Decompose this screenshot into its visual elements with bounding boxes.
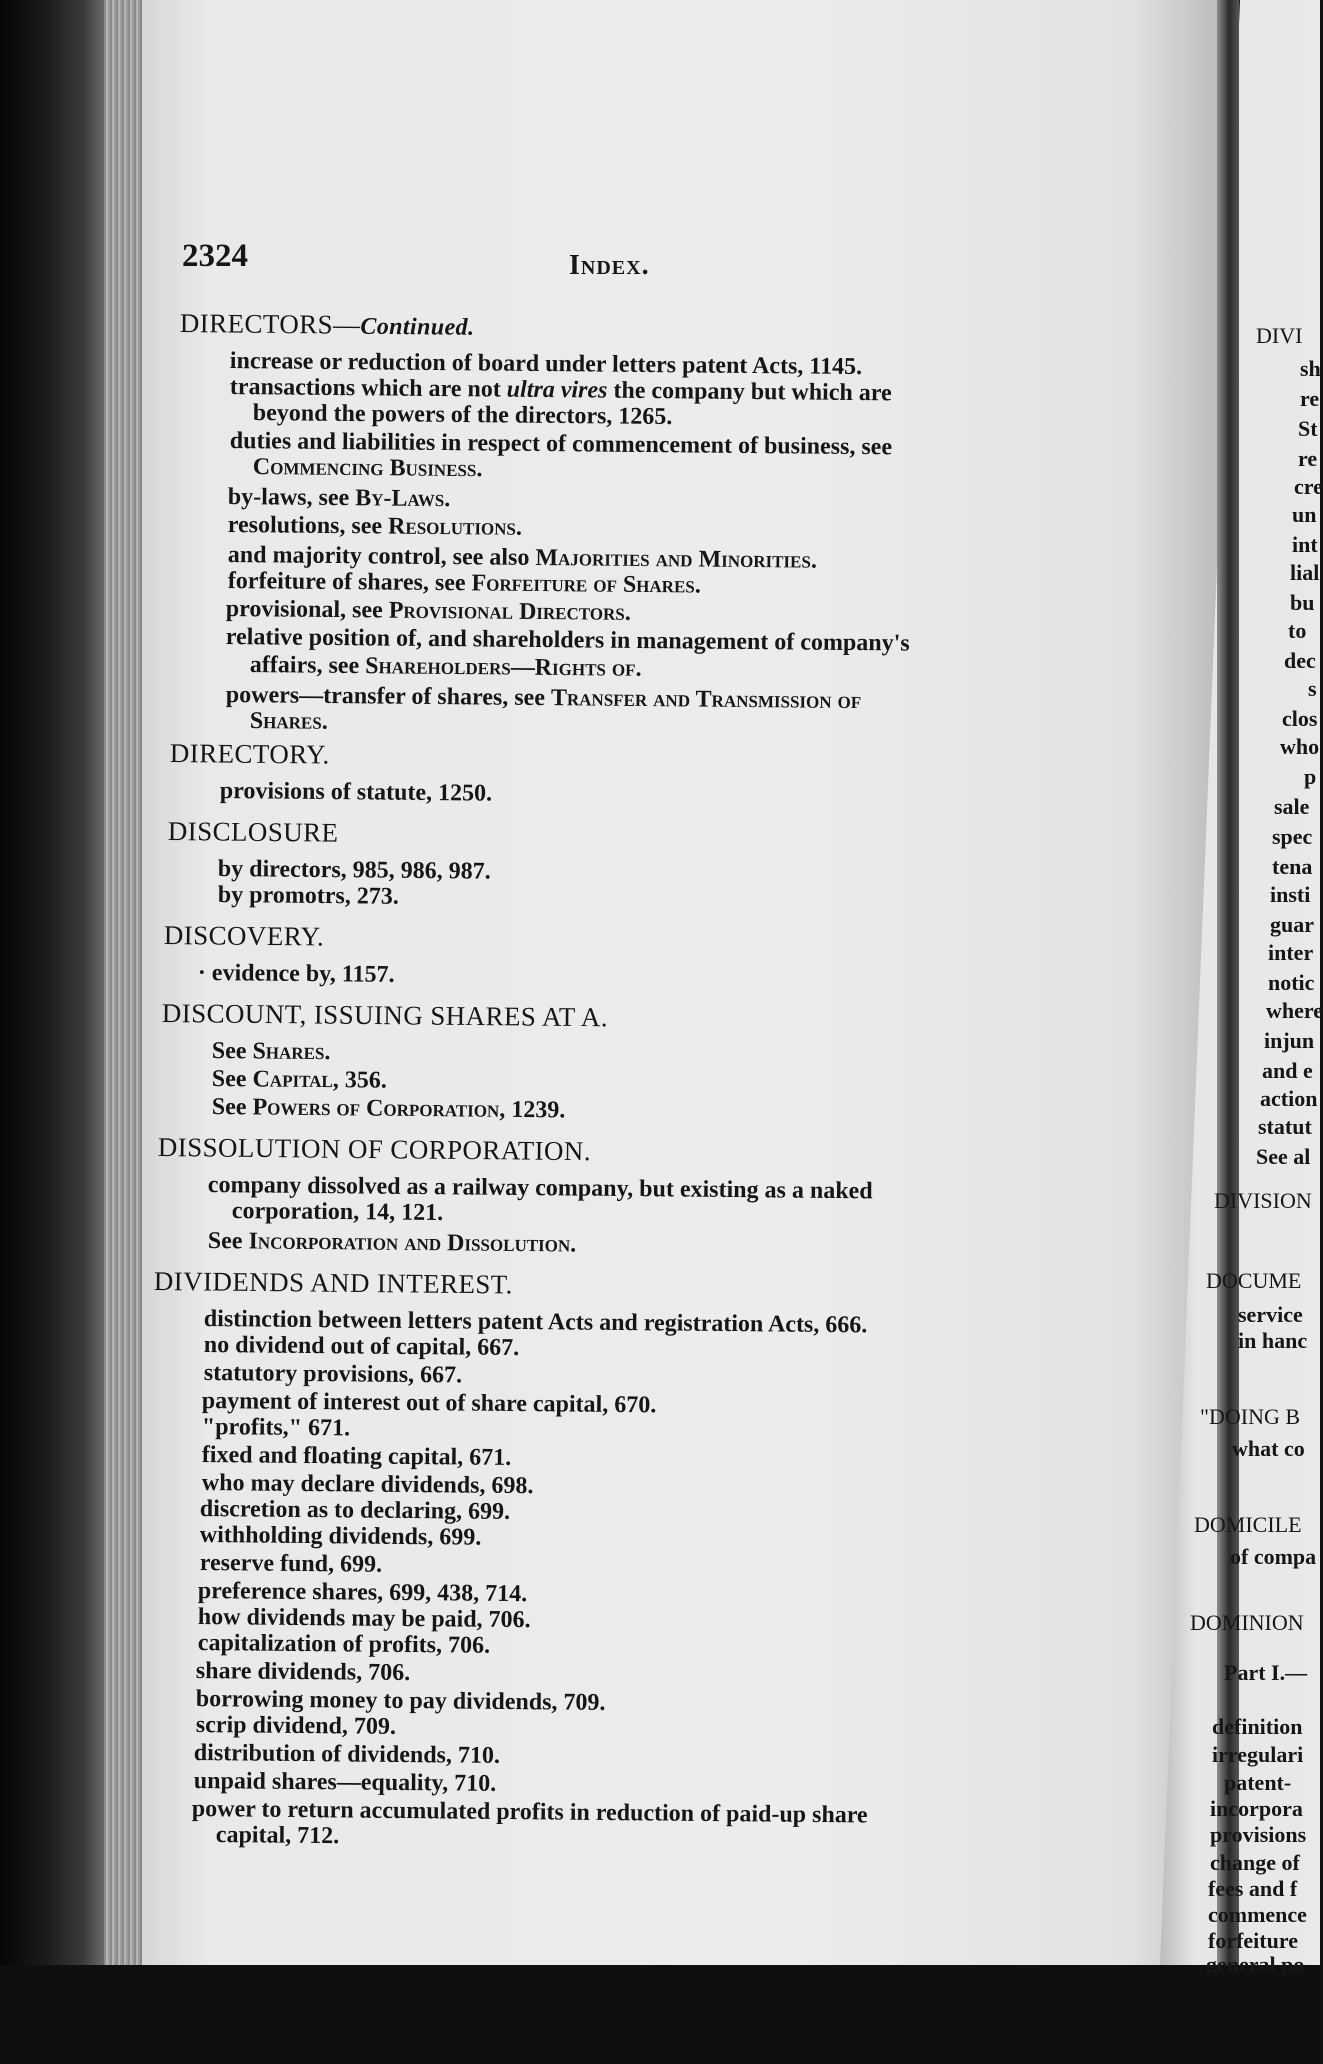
- index-line: reserve fund, 699.: [199, 1550, 383, 1578]
- right-page-fragment: sale: [1274, 794, 1310, 819]
- right-page-fragment: re: [1300, 386, 1320, 411]
- right-page-fragment: un: [1292, 502, 1317, 527]
- index-heading: DISCOUNT, ISSUING SHARES AT A.: [161, 998, 609, 1033]
- index-line: unpaid shares—equality, 710.: [193, 1768, 497, 1797]
- index-line: distribution of dividends, 710.: [193, 1740, 501, 1769]
- index-line: statutory provisions, 667.: [203, 1360, 463, 1389]
- right-page-fragment: dec: [1284, 648, 1316, 673]
- index-line: payment of interest out of share capital, 670.: [201, 1388, 657, 1419]
- index-line: capital, 712.: [215, 1822, 340, 1850]
- index-line: "profits," 671.: [201, 1414, 351, 1442]
- right-page-fragment: Part I.—: [1224, 1660, 1308, 1685]
- index-line: beyond the powers of the directors, 1265.: [252, 400, 673, 431]
- index-line: capitalization of profits, 706.: [197, 1630, 491, 1659]
- right-page-fragment: spec: [1272, 824, 1313, 849]
- index-line: increase or reduction of board under letters patent Acts, 1145.: [229, 348, 863, 381]
- right-page-fragment: St: [1298, 416, 1318, 441]
- right-page-fragment: service: [1238, 1302, 1303, 1327]
- index-heading: DIVIDENDS AND INTEREST.: [153, 1266, 513, 1300]
- right-page-fragment: of compa: [1230, 1544, 1317, 1569]
- right-page-fragment: statut: [1258, 1114, 1312, 1139]
- right-page-fragment: definition: [1212, 1714, 1303, 1739]
- right-page-fragment: DIVISION: [1214, 1188, 1312, 1213]
- right-page-fragment: p: [1304, 764, 1317, 789]
- right-page-fragment: fees and f: [1208, 1876, 1298, 1901]
- index-line: and majority control, see also Majorities and Minorities.: [227, 542, 818, 574]
- index-line: scrip dividend, 709.: [195, 1712, 397, 1740]
- index-line: withholding dividends, 699.: [199, 1522, 482, 1551]
- right-page-fragment: DOMINION: [1190, 1610, 1304, 1635]
- right-page-fragment: what co: [1232, 1436, 1305, 1461]
- right-page-fragment: s: [1308, 676, 1317, 701]
- index-line: how dividends may be paid, 706.: [197, 1604, 531, 1634]
- right-page-fragment: patent-: [1224, 1770, 1292, 1795]
- index-line: discretion as to declaring, 699.: [199, 1496, 511, 1525]
- right-page-fragment: action: [1260, 1086, 1318, 1111]
- right-page-fragment: general po: [1206, 1952, 1305, 1977]
- index-line: by promotrs, 273.: [217, 882, 399, 910]
- right-page-fragment: insti: [1270, 882, 1311, 907]
- index-heading: DISCLOSURE: [167, 816, 339, 848]
- right-page-fragment: provisions: [1210, 1822, 1307, 1847]
- right-page-fragment: and e: [1262, 1058, 1313, 1083]
- index-line: by-laws, see By-Laws.: [227, 484, 451, 513]
- index-line: · evidence by, 1157.: [197, 960, 395, 988]
- index-line: Commencing Business.: [252, 454, 483, 483]
- page-title: Index.: [569, 250, 650, 281]
- right-page-fragment: "DOING B: [1200, 1404, 1301, 1429]
- right-page-fragment: who: [1280, 734, 1320, 759]
- right-page-fragment: int: [1292, 532, 1318, 557]
- index-line: forfeiture of shares, see Forfeiture of Shares.: [227, 568, 701, 599]
- index-line: by directors, 985, 986, 987.: [217, 856, 491, 885]
- index-line: who may declare dividends, 698.: [201, 1470, 534, 1500]
- right-page-fragment: See al: [1256, 1144, 1311, 1169]
- index-line: provisional, see Provisional Directors.: [225, 596, 631, 626]
- index-line: distinction between letters patent Acts and registration Acts, 666.: [203, 1306, 868, 1339]
- index-heading: DISCOVERY.: [163, 920, 325, 952]
- right-page-fragment: DOMICILE: [1194, 1512, 1302, 1537]
- index-line: powers—transfer of shares, see Transfer and Transmission of: [225, 682, 862, 715]
- right-page-fragment: where: [1266, 998, 1323, 1023]
- right-page-fragment: DOCUME: [1206, 1268, 1302, 1293]
- index-line: See Shares.: [211, 1038, 331, 1066]
- index-line: relative position of, and shareholders in management of company's: [225, 624, 910, 657]
- right-page-fragment: inter: [1268, 940, 1314, 965]
- index-line: preference shares, 699, 438, 714.: [197, 1578, 528, 1608]
- right-page-fragment: lial: [1290, 560, 1320, 585]
- right-page-fragment: clos: [1282, 706, 1318, 731]
- index-line: power to return accumulated profits in reduction of paid-up share: [191, 1796, 868, 1829]
- index-line: no dividend out of capital, 667.: [203, 1332, 520, 1362]
- right-page-fragment: forfeiture: [1208, 1928, 1298, 1953]
- index-line: share dividends, 706.: [195, 1658, 411, 1687]
- right-page-fragment: injun: [1264, 1028, 1315, 1053]
- index-line: borrowing money to pay dividends, 709.: [195, 1686, 606, 1716]
- right-page-fragment: cre: [1294, 474, 1323, 499]
- right-page-fragment: in hanc: [1238, 1328, 1308, 1353]
- right-page-fragment: tena: [1272, 854, 1313, 879]
- index-line: provisions of statute, 1250.: [219, 778, 493, 807]
- right-page-fragment: re: [1298, 446, 1318, 471]
- index-line: fixed and floating capital, 671.: [201, 1442, 512, 1471]
- index-heading: DIRECTORS—Continued.: [179, 308, 475, 341]
- index-line: See Incorporation and Dissolution.: [207, 1228, 577, 1258]
- index-line: See Powers of Corporation, 1239.: [211, 1094, 566, 1124]
- right-page-fragment: commence: [1208, 1902, 1307, 1927]
- index-line: Shares.: [249, 708, 328, 735]
- right-page-fragment: DIVI: [1256, 323, 1303, 348]
- page-number: 2324: [182, 238, 248, 274]
- index-heading: DISSOLUTION OF CORPORATION.: [157, 1132, 592, 1167]
- bottom-background: [0, 1965, 1320, 2064]
- right-page-fragment: incorpora: [1210, 1796, 1303, 1821]
- index-line: duties and liabilities in respect of commencement of business, see: [229, 428, 893, 461]
- index-line: corporation, 14, 121.: [231, 1198, 444, 1227]
- index-line: resolutions, see Resolutions.: [227, 512, 523, 541]
- right-page-fragment: sh: [1300, 356, 1321, 381]
- right-page-fragment: irregulari: [1212, 1742, 1304, 1767]
- right-page-fragment: bu: [1290, 590, 1315, 615]
- right-page-fragment: guar: [1270, 912, 1314, 937]
- index-heading: DIRECTORY.: [169, 738, 330, 770]
- right-page-fragment: notic: [1268, 970, 1315, 995]
- index-line: company dissolved as a railway company, but existing as a naked: [207, 1172, 873, 1205]
- index-line: transactions which are not ultra vires the company but which are: [229, 374, 892, 407]
- right-page-fragment: to: [1288, 618, 1307, 643]
- continued-label: Continued.: [360, 313, 475, 341]
- right-page-fragment: change of: [1210, 1850, 1300, 1875]
- index-line: affairs, see Shareholders—Rights of.: [249, 652, 642, 682]
- index-line: See Capital, 356.: [211, 1066, 387, 1094]
